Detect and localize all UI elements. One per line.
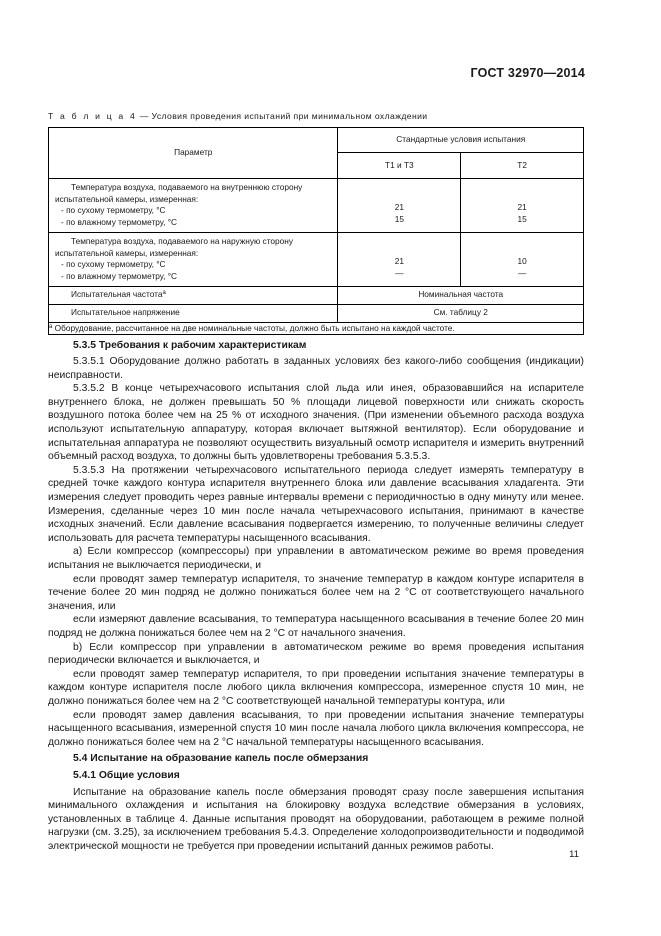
section-heading-5-3-5: 5.3.5 Требования к рабочим характеристикам [73,339,307,351]
page-number: 11 [569,849,579,860]
table-row [49,304,584,322]
table-header-row [49,128,584,153]
test-frequency-label: Испытательная частота [71,289,163,300]
test-conditions-table [48,127,584,335]
header-standard-conditions: Стандартные условия испытания [338,128,584,153]
paragraph-item-a-evaporator: если проводят замер температур испарителя, то значение температур в каждом контуре испарителя в течение более 20 мин подряд не должно понижаться более чем на 2 °С от соответствующего начального значения, или [48,573,584,612]
outdoor-t1-wet: — [395,267,404,278]
paragraph-5-3-5-1: 5.3.5.1 Оборудование должно работать в заданных условиях без какого-либо сообщения (индикации) неисправности. [48,356,584,381]
table-footnote-text: Оборудование, рассчитанное на две номинальные частоты, должно быть испытано на каждой частоте. [52,322,455,333]
table-row [49,179,584,233]
row-indoor-dry-label: - по сухому термометру, °С [61,205,166,216]
indoor-t1-wet: 15 [394,214,404,225]
row-outdoor-t1-values [338,232,461,286]
row-indoor-air-param [49,179,338,233]
section-heading-5-4-1: 5.4.1 Общие условия [73,769,180,781]
row-indoor-air-title: Температура воздуха, подаваемого на внутреннюю сторону испытательной камеры, измеренная: [55,182,303,204]
paragraph-item-b-evaporator: если проводят замер температур испарителя, то при проведении испытания значение температуры в каждом контуре испарителя после любого цикла включения компрессора, измеренное спустя 10 мин, не должно понижаться более чем на 2 °С соответствующей начальной температуры контура, или [48,668,584,707]
header-t2: Т2 [461,153,584,179]
test-voltage-label: Испытательное напряжение [71,307,180,318]
row-test-frequency-label [49,286,338,304]
footnote-marker: а [162,290,166,297]
outdoor-t1-dry: 21 [394,256,404,267]
paragraph-item-b-suction: если проводят замер давления всасывания, то при проведении испытания значение температуры насыщенного всасывания, измеренной спустя 10 мин после начала любого цикла включения компрессора, не должно понижаться более чем на 2 °С начальной температуры насыщенного всасывания. [48,709,584,748]
document-code: ГОСТ 32970—2014 [470,66,585,80]
paragraph-5-4-1: Испытание на образование капель после обмерзания проводят сразу после завершения испытания минимального охлаждения и испытания на блокировку воздуха вследствие обмерзания в условиях, установленных в таблице 4. Данные испытания проводят на оборудовании, работающем в режиме полной нагрузки (см. 3.25), за исключением требования 5.4.3. Определение холодопроизводительности и подводимой электрической мощности не требуется при проведении испытаний данных режимов работы. [48,786,584,852]
paragraph-5-3-5-3: 5.3.5.3 На протяжении четырехчасового испытательного периода следует измерять температуру в средней точке каждого контура испарителя внутреннего блока или давление всасывания хладагента. Эти измерения следует проводить через равные интервалы времени с периодичностью в одну минуту или менее. Измерения, сделанные через 10 мин после начала четырехчасового испытания, принимают в качестве исходных значений. Если давление всасывания подвергается измерению, то полученные величины следует использовать для расчета температуры насыщенного всасывания. [48,464,584,544]
table-caption-lead: Т а б л и ц а 4 [48,111,137,121]
indoor-t1-dry: 21 [394,202,404,213]
table-footnote-row [49,322,584,335]
row-outdoor-wet-label: - по влажному термометру, °С [61,270,178,281]
test-voltage-value: См. таблицу 2 [338,304,584,322]
row-indoor-wet-label: - по влажному термометру, °С [61,217,178,228]
indoor-t2-dry: 21 [517,202,527,213]
table-row [49,232,584,286]
header-parameter: Параметр [49,128,338,179]
row-outdoor-air-title: Температура воздуха, подаваемого на наружную сторону испытательной камеры, измеренная: [55,235,293,258]
table-caption [48,111,428,121]
test-frequency-value: Номинальная частота [338,286,584,304]
paragraph-item-a: а) Если компрессор (компрессоры) при управлении в автоматическом режиме во время проведения испытания не выключается периодически, и [48,546,584,571]
outdoor-t2-dry: 10 [517,256,527,267]
outdoor-t2-wet: — [517,267,527,278]
table-row [49,286,584,304]
paragraph-item-a-suction: если измеряют давление всасывания, то температура насыщенного всасывания в течение более 20 мин подряд не должна понижаться более чем на 2 °С от начального значения. [48,614,584,639]
main-text [48,337,584,853]
paragraph-5-3-5-2: 5.3.5.2 В конце четырехчасового испытания слой льда или инея, образовавшийся на испарителе внутреннего блока, не должен превышать 50 % площади лицевой поверхности или снижать скорость воздушного потока более чем на 25 % от исходного значения. (При изменении объемного расхода воздуха используют испытательную аппаратуру, которая включает вытяжной вентилятор). Если оборудование и испытательная аппаратура не позволяют осуществить визуальный осмотр испарителя и измерить внутренний объемный расход воздуха, то должны быть удовлетворены требования 5.3.5.3. [48,383,584,463]
paragraph-item-b: b) Если компрессор при управлении в автоматическом режиме во время проведения испытания периодически включается и выключается, и [48,641,584,667]
row-indoor-t2-values [461,179,584,233]
indoor-t2-wet: 15 [517,214,527,225]
row-outdoor-air-param [49,232,338,286]
table-footnote [49,322,584,335]
row-outdoor-dry-label: - по сухому термометру, °С [61,259,166,270]
row-outdoor-t2-values [461,232,584,286]
row-indoor-t1-values [338,179,461,233]
footnote-marker: а [49,323,53,330]
header-t1-t3: Т1 и Т3 [338,153,461,179]
section-heading-5-4: 5.4 Испытание на образование капель после обмерзания [73,753,369,765]
row-test-voltage-label [49,304,338,322]
table-caption-text: — Условия проведения испытаний при минимальном охлаждении [136,111,428,121]
